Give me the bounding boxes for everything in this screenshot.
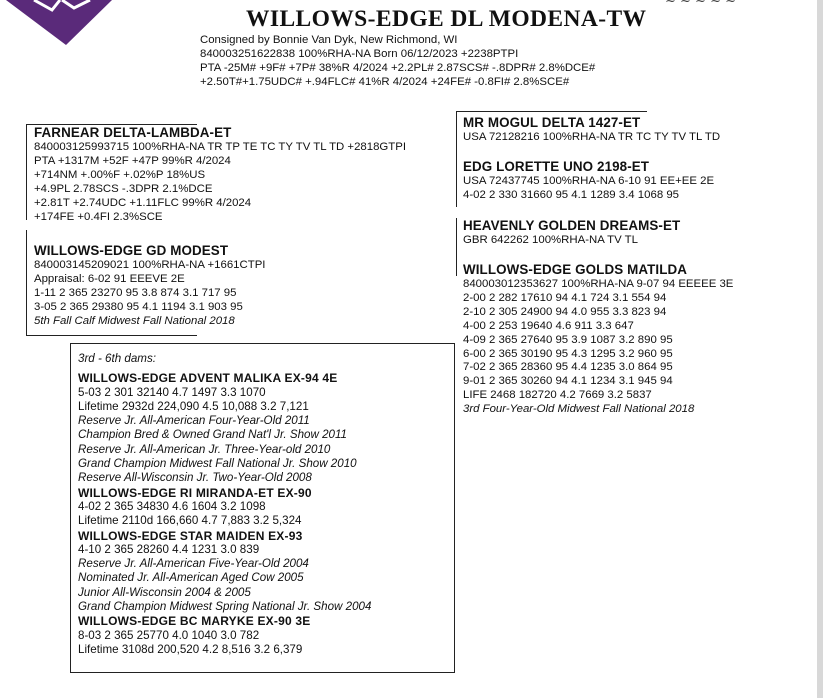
sire-line: PTA +1317M +52F +47P 99%R 4/2024 — [34, 154, 231, 167]
dam-sire-name: HEAVENLY GOLDEN DREAMS-ET — [463, 218, 681, 233]
dam-dam-record: 2-10 2 305 24900 94 4.0 955 3.3 823 94 — [463, 305, 667, 318]
dam-dam-record: 4-09 2 365 27640 95 3.9 1087 3.2 890 95 — [463, 333, 673, 346]
dam-dam-record: 7-02 2 365 28360 95 4.4 1235 3.0 864 95 — [463, 361, 673, 374]
lot-header-details — [200, 33, 595, 89]
dam-dam-name: WILLOWS-EDGE GOLDS MATILDA — [463, 262, 688, 277]
ancestral-dam-record: 4-10 2 365 28260 4.4 1231 3.0 839 — [78, 542, 260, 556]
registration-line: 840003251622838 100%RHA-NA Born 06/12/2023 +2238PTPI — [200, 48, 519, 60]
ancestral-dam-award: Reserve Jr. All-American Four-Year-Old 2011 — [78, 414, 310, 428]
sire-dam-line: USA 72437745 100%RHA-NA 6-10 91 EE+EE 2E — [463, 175, 715, 187]
dam-dam-record: 2-00 2 282 17610 94 4.1 724 3.1 554 94 — [463, 291, 667, 304]
sire-sire-name: MR MOGUL DELTA 1427-ET — [463, 115, 641, 130]
consigner-line: Consigned by Bonnie Van Dyk, New Richmond, WI — [200, 34, 458, 46]
dam-dam-record: 4-00 2 253 19640 4.6 911 3.3 647 — [463, 319, 634, 332]
ancestral-dam-record: 8-03 2 365 25770 4.0 1040 3.0 782 — [78, 628, 260, 642]
dam-dam-block — [463, 262, 733, 417]
dam-line: 3-05 2 365 29380 95 4.1 1194 3.1 903 95 — [34, 300, 243, 313]
sire-dam-name: EDG LORETTE UNO 2198-ET — [463, 159, 650, 174]
dam-sire-block — [463, 218, 680, 248]
sire-line: +174FE +0.4FI 2.3%SCE — [34, 210, 163, 223]
sire-block — [34, 125, 406, 224]
pta-type-line: +2.50T#+1.75UDC# +.94FLC# 41%R 4/2024 +24FE# -0.8FI# 2.8%SCE# — [200, 76, 570, 88]
ancestral-dams-box — [70, 343, 455, 673]
sire-line: +4.9PL 2.78SCS -.3DPR 2.1%DCE — [34, 182, 213, 195]
consignor-logo-mark — [0, 0, 118, 48]
ancestral-dam-name: WILLOWS-EDGE RI MIRANDA-ET EX-90 — [78, 485, 312, 500]
pta-production-line: PTA -25M# +9F# +7P# 38%R 4/2024 +2.2PL# 2.87SCS# -.8DPR# 2.8%DCE# — [200, 62, 596, 74]
ancestral-dam-name: WILLOWS-EDGE ADVENT MALIKA EX-94 4E — [78, 371, 338, 386]
sire-line: 840003125993715 100%RHA-NA TR TP TE TC TY TV TL TD +2818GTPI — [34, 141, 406, 153]
dams-box-heading: 3rd - 6th dams: — [78, 352, 156, 365]
sire-line: +714NM +.00%F +.02%P 18%US — [34, 168, 206, 181]
dam-line: 1-11 2 365 23270 95 3.8 874 3.1 717 95 — [34, 286, 237, 299]
ancestral-dam-record: Lifetime 2110d 166,660 4.7 7,883 3.2 5,324 — [78, 514, 302, 528]
farm-script-logo: ~ ~ ~ ~ ~ — [665, 0, 736, 9]
lot-title: WILLOWS-EDGE DL MODENA-TW — [246, 6, 647, 32]
dam-award: 5th Fall Calf Midwest Fall National 2018 — [34, 314, 235, 327]
ancestral-dam-record: 4-02 2 365 34830 4.6 1604 3.2 1098 — [78, 499, 266, 513]
sire-dam-block — [463, 159, 714, 203]
sire-sire-block — [463, 115, 720, 145]
ancestral-dam-record: Lifetime 3108d 200,520 4.2 8,516 3.2 6,379 — [78, 642, 303, 656]
dam-dam-lifetime: LIFE 2468 182720 4.2 7669 3.2 5837 — [463, 389, 652, 402]
dam-sire-bar — [456, 218, 457, 276]
dam-dam-record: 6-00 2 365 30190 95 4.3 1295 3.2 960 95 — [463, 347, 673, 360]
ancestral-dam-record: 5-03 2 301 32140 4.7 1497 3.3 1070 — [78, 385, 266, 399]
ancestral-dam-award: Grand Champion Midwest Spring National Jr. Show 2004 — [78, 600, 372, 614]
ancestral-dam-award: Grand Champion Midwest Fall National Jr. Show 2010 — [78, 457, 357, 471]
dam-dam-record: 9-01 2 365 30260 94 4.1 1234 3.1 945 94 — [463, 375, 673, 388]
ancestral-dam-award: Champion Bred & Owned Grand Nat'l Jr. Show 2011 — [78, 428, 348, 442]
dam-block — [34, 243, 265, 329]
sire-sire-line: USA 72128216 100%RHA-NA TR TC TY TV TL TD — [463, 131, 721, 143]
dam-line: 840003145209021 100%RHA-NA +1661CTPI — [34, 259, 266, 271]
dam-dam-award: 3rd Four-Year-Old Midwest Fall National 2018 — [463, 403, 695, 416]
ancestral-dam-name: WILLOWS-EDGE STAR MAIDEN EX-93 — [78, 528, 303, 543]
ancestral-dam-award: Junior All-Wisconsin 2004 & 2005 — [78, 585, 251, 599]
dam-sire-line: GBR 642262 100%RHA-NA TV TL — [463, 234, 638, 246]
sire-name: FARNEAR DELTA-LAMBDA-ET — [34, 125, 232, 140]
dam-line: Appraisal: 6-02 91 EEEVE 2E — [34, 272, 185, 285]
dam-name: WILLOWS-EDGE GD MODEST — [34, 243, 229, 258]
sire-line: +2.81T +2.74UDC +1.11FLC 99%R 4/2024 — [34, 196, 252, 209]
page-edge — [817, 0, 823, 698]
ancestral-dam-name: WILLOWS-EDGE BC MARYKE EX-90 3E — [78, 614, 311, 629]
ancestral-dam-record: Lifetime 2932d 224,090 4.5 10,088 3.2 7,121 — [78, 399, 309, 413]
ancestral-dam-award: Nominated Jr. All-American Aged Cow 2005 — [78, 571, 304, 585]
ancestral-dam-award: Reserve Jr. All-American Five-Year-Old 2004 — [78, 557, 309, 571]
dam-dam-line: 840003012353627 100%RHA-NA 9-07 94 EEEEE 3E — [463, 278, 734, 290]
sire-dam-line: 4-02 2 330 31660 95 4.1 1289 3.4 1068 95 — [463, 188, 679, 201]
ancestral-dam-award: Reserve All-Wisconsin Jr. Two-Year-Old 2008 — [78, 471, 312, 485]
ancestral-dam-award: Reserve Jr. All-American Jr. Three-Year-old 2010 — [78, 442, 331, 456]
